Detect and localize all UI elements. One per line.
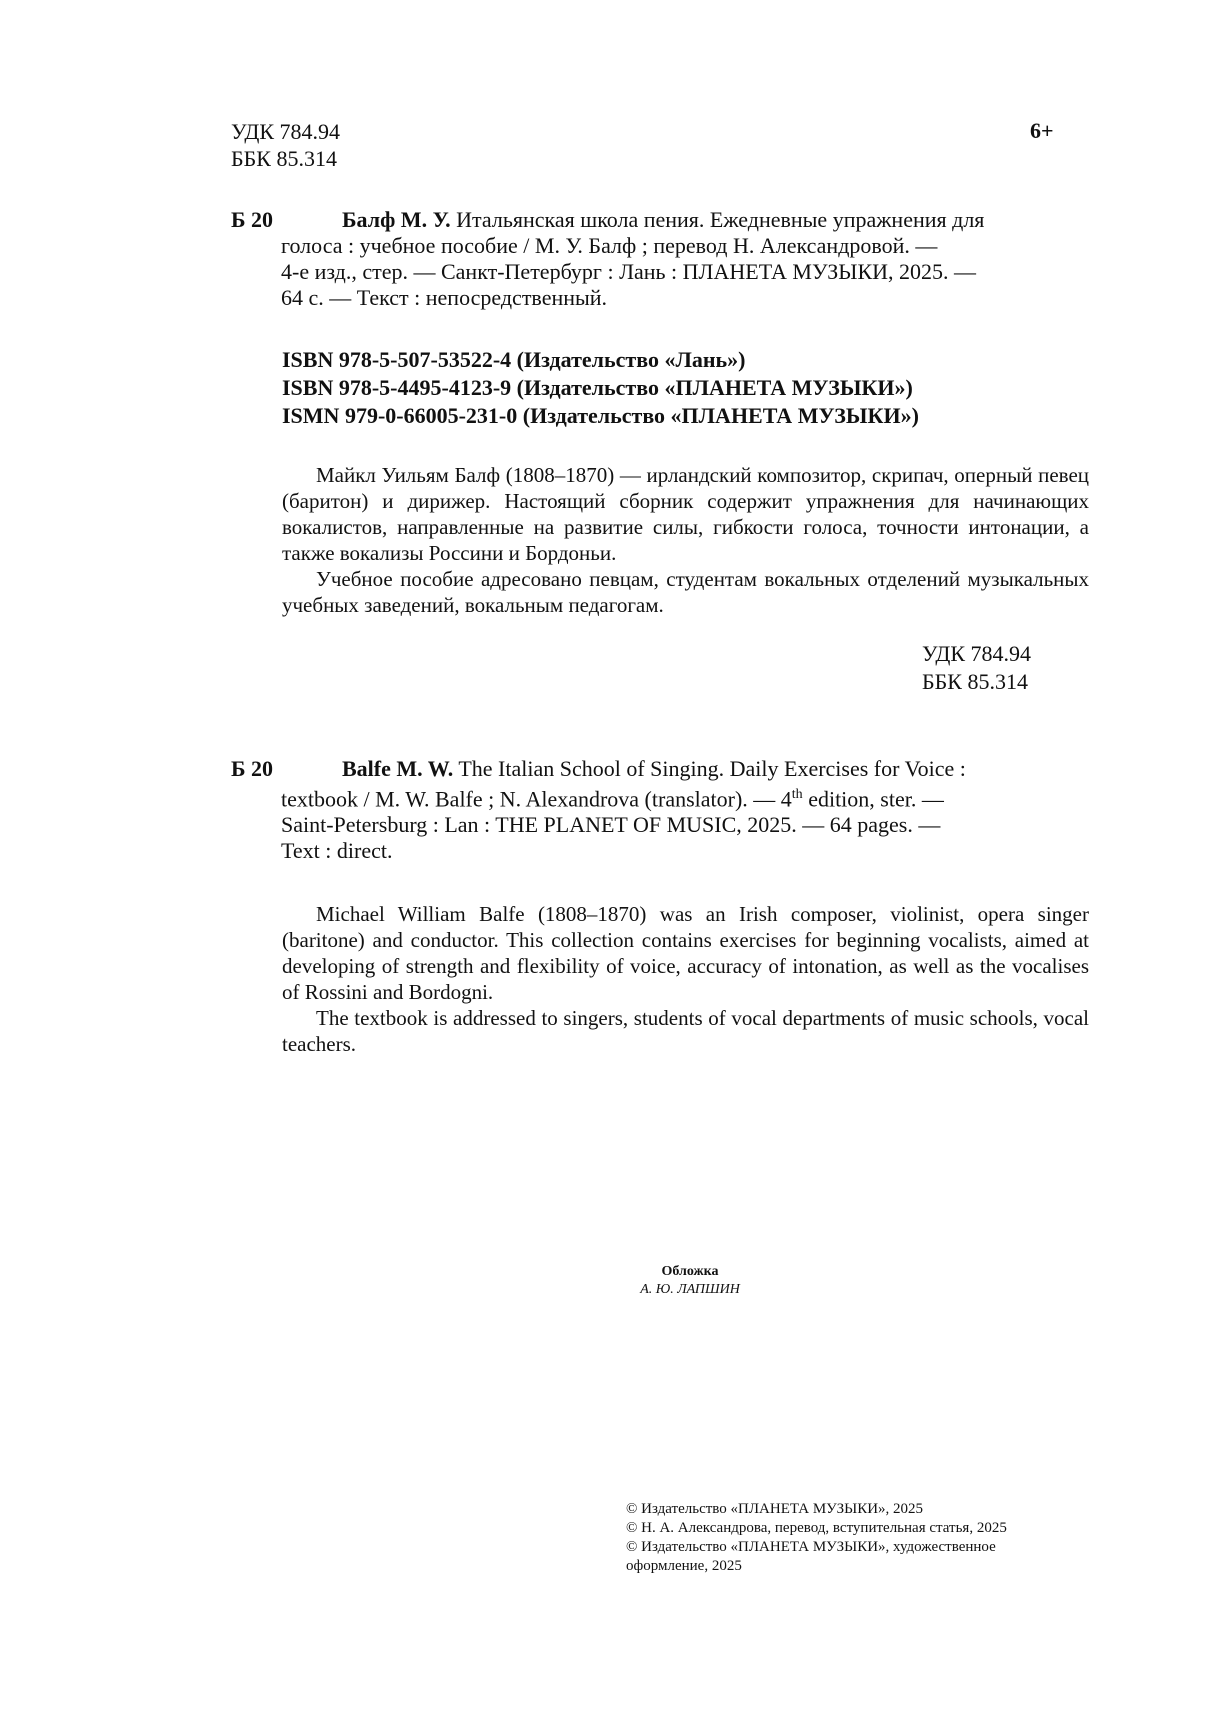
en-author: Balfe M. W. bbox=[342, 756, 454, 781]
copyright-line: © Н. А. Александрова, перевод, вступительная статья, 2025 bbox=[626, 1520, 1007, 1536]
ru-entry-line-3: 4-е изд., стер. — Санкт-Петербург : Лань : ПЛАНЕТА МУЗЫКИ, 2025. — bbox=[281, 259, 977, 284]
en-line2-superscript: th bbox=[791, 787, 803, 802]
ru-abstract-p2: Учебное пособие адресовано певцам, студентам вокальных отделений музыкальных учебных заведений, вокальным педагогам. bbox=[282, 567, 1089, 617]
copyright-block bbox=[626, 1500, 1066, 1576]
age-rating: 6+ bbox=[1030, 118, 1054, 143]
en-bibliographic-entry bbox=[231, 756, 1089, 864]
ru-bibliographic-entry bbox=[231, 207, 1089, 311]
en-abstract bbox=[282, 901, 1089, 1057]
isbn-planeta: ISBN 978-5-4495-4123-9 (Издательство «ПЛАНЕТА МУЗЫКИ») bbox=[282, 375, 913, 400]
udk-code-right: УДК 784.94 bbox=[922, 641, 1032, 666]
bbk-code-right: ББК 85.314 bbox=[922, 669, 1028, 694]
copyright-line: © Издательство «ПЛАНЕТА МУЗЫКИ», художественное bbox=[626, 1539, 996, 1555]
ru-abstract-p1: Майкл Уильям Балф (1808–1870) — ирландский композитор, скрипач, оперный певец (баритон) и дирижер. Настоящий сборник содержит упражнения для начинающих вокалистов, направленные на развитие силы, гибкости голоса, точности интонации, а также вокализы Россини и Бордоньи. bbox=[282, 463, 1089, 565]
classification-block bbox=[231, 118, 340, 172]
en-entry-first-line bbox=[342, 756, 1089, 782]
author-mark-en: Б 20 bbox=[231, 756, 274, 781]
en-entry-line-4: Text : direct. bbox=[281, 838, 393, 864]
ru-author: Балф М. У. bbox=[342, 207, 451, 232]
ru-abstract bbox=[282, 462, 1089, 618]
ismn-planeta: ISMN 979-0-66005-231-0 (Издательство «ПЛАНЕТА МУЗЫКИ») bbox=[282, 403, 919, 428]
author-mark: Б 20 bbox=[231, 207, 274, 232]
cover-label: Обложка bbox=[661, 1264, 719, 1279]
cover-credit bbox=[600, 1263, 780, 1299]
udk-code: УДК 784.94 bbox=[231, 119, 341, 144]
en-abstract-p2: The textbook is addressed to singers, students of vocal departments of music schools, vocal teachers. bbox=[282, 1006, 1089, 1056]
en-title: The Italian School of Singing. Daily Exercises for Voice : bbox=[458, 756, 966, 781]
copyright-line: оформление, 2025 bbox=[626, 1558, 742, 1574]
ru-entry-line-4: 64 с. — Текст : непосредственный. bbox=[281, 285, 608, 310]
en-line2-part-b: edition, ster. — bbox=[802, 786, 944, 812]
en-abstract-p1: Michael William Balfe (1808–1870) was an Irish composer, violinist, opera singer (baritone) and conductor. This collection contains exercises for beginning vocalists, aimed at developing of strength and flexibility of voice, accuracy of intonation, as well as the vocalises of Rossini and Bordogni. bbox=[282, 902, 1089, 1004]
identifiers-block bbox=[282, 346, 1102, 430]
en-entry-line-3: Saint-Petersburg : Lan : THE PLANET OF MUSIC, 2025. — 64 pages. — bbox=[281, 812, 941, 838]
en-line2-part-a: textbook / M. W. Balfe ; N. Alexandrova (translator). — 4 bbox=[281, 786, 792, 812]
bbk-code: ББК 85.314 bbox=[231, 146, 337, 171]
en-entry-line-2 bbox=[281, 782, 1089, 812]
ru-entry-first-line bbox=[342, 207, 1089, 233]
isbn-lan: ISBN 978-5-507-53522-4 (Издательство «Лань») bbox=[282, 347, 746, 372]
classification-right bbox=[922, 640, 1031, 696]
cover-artist: А. Ю. ЛАПШИН bbox=[640, 1282, 740, 1297]
ru-entry-line-2: голоса : учебное пособие / М. У. Балф ; перевод Н. Александровой. — bbox=[281, 233, 938, 258]
copyright-line: © Издательство «ПЛАНЕТА МУЗЫКИ», 2025 bbox=[626, 1501, 924, 1517]
ru-title: Итальянская школа пения. Ежедневные упражнения для bbox=[456, 207, 985, 232]
